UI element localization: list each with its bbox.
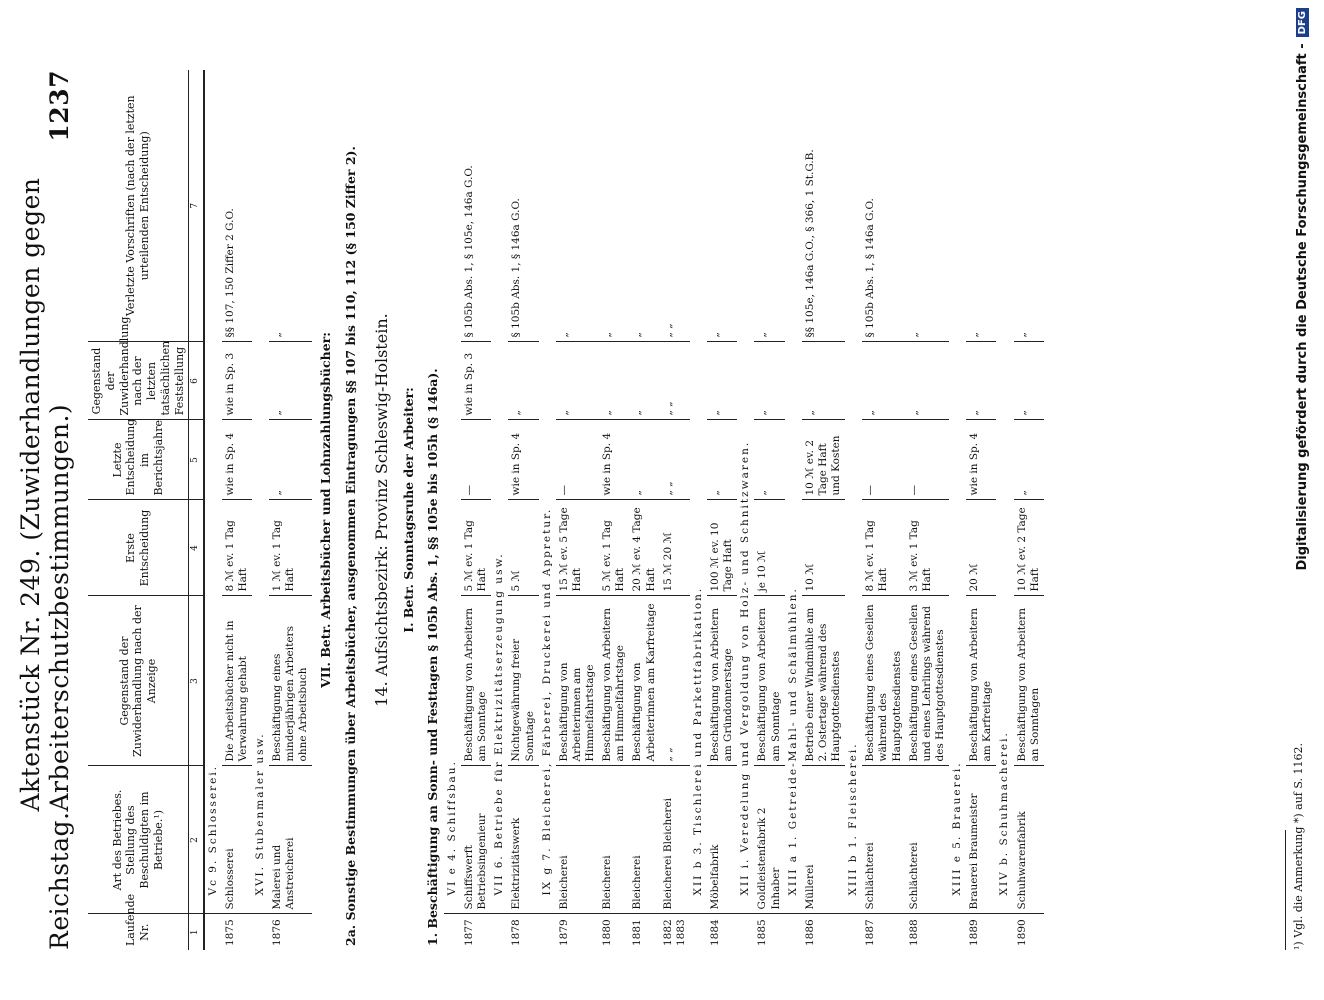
group-row	[252, 70, 269, 950]
cell-letzte: „	[707, 420, 737, 500]
cell-gegenstand-final: „	[508, 342, 538, 420]
table-row	[1014, 70, 1044, 950]
cell-letzte: 10 ℳ ev. 2 Tage Haft und Kosten	[802, 420, 845, 500]
dfg-logo: DFG	[1296, 8, 1309, 37]
cell-nr: 1877	[463, 919, 475, 946]
group-row	[204, 70, 222, 950]
col-header: Art des Betriebes. Stellung des Beschuldigten im Betriebe.¹)	[88, 766, 189, 914]
col-number: 6	[189, 342, 204, 420]
cell-letzte: wie in Sp. 4	[222, 420, 252, 500]
group-label: XIII e 5. Brauerei.	[951, 761, 963, 896]
section-subtitle: 1. Beschäftigung an Sonn- und Festtagen § 105b Abs. 1, §§ 105e bis 105h (§ 146a).	[425, 368, 441, 946]
group-row	[539, 70, 556, 950]
cell-nr: 1875	[223, 919, 236, 946]
cell-gegenstand: Die Arbeitsbücher nicht in Verwahrung gehabt	[222, 596, 252, 766]
cell-erste: 100 ℳ ev. 10 Tage Haft	[707, 500, 737, 596]
cell-art: Bleicherei	[599, 766, 629, 914]
cell-art: Elektrizitätswerk	[508, 766, 538, 914]
cell-gegenstand-final: wie in Sp. 3	[461, 342, 491, 420]
section-title: VII. Betr. Arbeitsbücher und Lohnzahlungsbücher:	[318, 332, 334, 688]
cell-erste: 1 ℳ ev. 1 Tag Haft	[269, 500, 312, 596]
cell-vorschriften: „	[906, 70, 949, 342]
document-page	[16, 70, 1324, 950]
cell-vorschriften: „ „	[660, 70, 690, 342]
cell-nr: 1884	[709, 919, 721, 946]
section-heading-row	[395, 70, 420, 950]
group-label: XIII a 1. Getreide-Mahl- und Schälmühlen.	[786, 587, 799, 896]
table-row	[707, 70, 737, 950]
table-row	[222, 70, 252, 950]
cell-letzte: wie in Sp. 4	[508, 420, 538, 500]
cell-letzte: wie in Sp. 4	[599, 420, 629, 500]
table-row	[508, 70, 538, 950]
cell-letzte: —	[461, 420, 491, 500]
cell-nr: 1882 1883	[661, 919, 687, 946]
cell-nr: 1880	[601, 919, 614, 946]
table-row	[461, 70, 491, 950]
col-header: Laufende Nr.	[88, 914, 189, 950]
cell-vorschriften: §§ 107, 150 Ziffer 2 G.O.	[222, 70, 252, 342]
cell-nr: 1879	[557, 919, 570, 946]
cell-erste: 8 ℳ ev. 1 Tag Haft	[222, 500, 252, 596]
cell-vorschriften: „	[1014, 70, 1044, 342]
cell-vorschriften: § 105b Abs. 1, § 105e, 146a G.O.	[461, 70, 491, 342]
cell-art: Schlächterei	[862, 766, 905, 914]
cell-vorschriften: „	[629, 70, 659, 342]
running-header	[16, 70, 74, 950]
cell-vorschriften: §§ 105e, 146a G.O., § 366, 1 St.G.B.	[802, 70, 845, 342]
column-numbers	[189, 70, 204, 950]
cell-gegenstand: Beschäftigung von Arbeitern an Sonntagen	[1014, 596, 1044, 766]
cell-gegenstand-final: „	[906, 342, 949, 420]
cell-erste: 20 ℳ ev. 4 Tage Haft	[629, 500, 659, 596]
col-number: 1	[189, 914, 204, 950]
group-label: IX g 7. Bleicherei, Färberei, Druckerei und Appretur.	[540, 507, 553, 896]
cell-erste: 5 ℳ	[508, 500, 538, 596]
table-row	[906, 70, 949, 950]
group-label: XII b 3. Tischlerei und Parkettfabrikation.	[691, 586, 704, 896]
cell-art: Bleicherei	[629, 766, 659, 914]
table-row	[629, 70, 659, 950]
table-row	[556, 70, 599, 950]
cell-art: Malerei und Anstreicherei	[269, 766, 312, 914]
col-number: 2	[189, 766, 204, 914]
group-row	[845, 70, 862, 950]
cell-gegenstand-final: „	[754, 342, 784, 420]
cell-letzte: „	[1014, 420, 1044, 500]
group-row	[996, 70, 1013, 950]
cell-art: Schuhwarenfabrik	[1014, 766, 1044, 914]
cell-vorschriften: „	[966, 70, 996, 342]
cell-letzte: „	[754, 420, 784, 500]
col-number: 3	[189, 596, 204, 766]
table-row	[862, 70, 905, 950]
cell-gegenstand-final: „ „	[660, 342, 690, 420]
group-label: XIII b 1. Fleischerei.	[847, 742, 860, 896]
cell-gegenstand: Beschäftigung eines minderjährigen Arbeiters ohne Arbeitsbuch	[269, 596, 312, 766]
digitization-credit	[1290, 8, 1314, 992]
table-row	[966, 70, 996, 950]
group-row	[491, 70, 508, 950]
cell-nr: 1881	[631, 919, 644, 946]
section-title: I. Betr. Sonntagsruhe der Arbeiter:	[400, 387, 416, 633]
cell-gegenstand: Beschäftigung von Arbeitern am Sonntage	[461, 596, 491, 766]
cell-gegenstand: Beschäftigung von Arbeitern am Himmelfahrtstage	[599, 596, 629, 766]
cell-gegenstand-final: „	[269, 342, 312, 420]
cell-gegenstand-final: „	[966, 342, 996, 420]
header-title: Aktenstück Nr. 249. (Zuwiderhandlungen gegen Arbeiterschutzbestimmungen.)	[16, 177, 74, 812]
cell-gegenstand: Betrieb einer Windmühle am 2. Ostertage während des Hauptgottesdienstes	[802, 596, 845, 766]
credit-text: Digitalisierung gefördert durch die Deutsche Forschungsgemeinschaft -	[1294, 43, 1310, 571]
cell-erste: 15 ℳ ev. 5 Tage Haft	[556, 500, 599, 596]
col-number: 7	[189, 70, 204, 342]
group-row	[690, 70, 707, 950]
cell-gegenstand-final: „	[862, 342, 905, 420]
cell-erste: 10 ℳ ev. 2 Tage Haft	[1014, 500, 1044, 596]
col-header: Verletzte Vorschriften (nach der letzten urteilenden Entscheidung)	[88, 70, 189, 342]
cell-art: Bleicherei	[556, 766, 599, 914]
section-subheading-row	[419, 70, 444, 950]
cell-gegenstand-final: „	[556, 342, 599, 420]
cell-erste: je 10 ℳ	[754, 500, 784, 596]
cell-art: Möbelfabrik	[707, 766, 737, 914]
cell-gegenstand-final: „	[1014, 342, 1044, 420]
cell-gegenstand-final: „	[599, 342, 629, 420]
cell-erste: 3 ℳ ev. 1 Tag Haft	[906, 500, 949, 596]
cell-gegenstand-final: wie in Sp. 3	[222, 342, 252, 420]
table-row	[754, 70, 784, 950]
cell-letzte: —	[906, 420, 949, 500]
cell-letzte: „ „	[660, 420, 690, 500]
cell-gegenstand: Nichtgewährung freier Sonntage	[508, 596, 538, 766]
cell-nr: 1888	[907, 919, 920, 946]
group-row	[444, 70, 461, 950]
col-header: Gegenstand der Zuwiderhandlung nach der Anzeige	[88, 596, 189, 766]
cell-erste: 5 ℳ ev. 1 Tag Haft	[599, 500, 629, 596]
group-label: VI e 4. Schiffsbau.	[445, 760, 458, 896]
group-label: Vc 9. Schlosserei.	[206, 764, 219, 896]
section-subtitle: 2a. Sonstige Bestimmungen über Arbeitsbücher, ausgenommen Eintragungen §§ 107 bis 110, 112 (§ 150 Ziffer 2).	[343, 146, 358, 946]
cell-nr: 1887	[864, 919, 877, 946]
district-heading-row	[362, 70, 395, 950]
cell-letzte: „	[629, 420, 659, 500]
cell-letzte: „	[269, 420, 312, 500]
cell-letzte: wie in Sp. 4	[966, 420, 996, 500]
group-row	[737, 70, 754, 950]
cell-art: Schlosserei	[222, 766, 252, 914]
cell-nr: 1876	[271, 919, 283, 946]
table-row	[599, 70, 629, 950]
group-row	[785, 70, 802, 950]
cell-gegenstand: Beschäftigung von Arbeitern am Sonntage	[754, 596, 784, 766]
cell-art: Müllerei	[802, 766, 845, 914]
cell-nr: 1886	[803, 919, 816, 946]
group-label: XVI. Stubenmaler usw.	[253, 732, 266, 896]
table-row	[660, 70, 690, 950]
cell-gegenstand: Beschäftigung von Arbeiterinnen am Himmelfahrtstage	[556, 596, 599, 766]
col-number: 4	[189, 500, 204, 596]
section-subheading-row	[337, 70, 362, 950]
cell-gegenstand: Beschäftigung von Arbeiterinnen am Karfreitage	[629, 596, 659, 766]
cell-art: Goldleistenfabrik 2 Inhaber	[754, 766, 784, 914]
col-header: Erste Entscheidung	[88, 500, 189, 596]
cell-gegenstand: Beschäftigung eines Gesellen und eines Lehrlings während des Hauptgottesdienstes	[906, 596, 949, 766]
cell-vorschriften: „	[754, 70, 784, 342]
section-heading-row	[312, 70, 337, 950]
cell-vorschriften: „	[556, 70, 599, 342]
cell-gegenstand-final: „	[629, 342, 659, 420]
footnote-rule	[1285, 830, 1286, 950]
column-headers	[88, 70, 189, 950]
cell-vorschriften: „	[599, 70, 629, 342]
cell-art: Schlächterei	[906, 766, 949, 914]
cell-vorschriften: „	[269, 70, 312, 342]
cell-vorschriften: § 105b Abs. 1, § 146a G.O.	[508, 70, 538, 342]
table-row	[802, 70, 845, 950]
group-label: VII 6. Betriebe für Elektrizitätserzeugung usw.	[493, 552, 506, 896]
footnote: ¹) Vgl. die Anmerkung *) auf S. 1162.	[1292, 743, 1305, 950]
cell-art: Schiffswerft Betriebsingenieur	[461, 766, 491, 914]
cell-gegenstand: Beschäftigung von Arbeitern am Gründonnerstage	[707, 596, 737, 766]
cell-nr: 1878	[510, 919, 523, 946]
cell-gegenstand: Beschäftigung von Arbeitern am Karfreitage	[966, 596, 996, 766]
col-header: Gegenstand der Zuwiderhandlung nach der letzten tatsächlichen Feststellung	[88, 342, 189, 420]
cell-letzte: —	[862, 420, 905, 500]
group-label: XII i. Veredelung und Vergoldung von Holz- und Schnitzwaren.	[739, 440, 752, 896]
cell-nr: 1890	[1015, 919, 1028, 946]
cell-vorschriften: „	[707, 70, 737, 342]
cell-erste: 5 ℳ ev. 1 Tag Haft	[461, 500, 491, 596]
page-number: 1237	[45, 70, 74, 142]
cell-letzte: —	[556, 420, 599, 500]
col-number: 5	[189, 420, 204, 500]
cell-gegenstand-final: „	[707, 342, 737, 420]
cell-erste: 20 ℳ	[966, 500, 996, 596]
district-title: 14. Aufsichtsbezirk: Provinz Schleswig-Holstein.	[371, 313, 391, 707]
cell-art: Brauerei Braumeister	[966, 766, 996, 914]
col-header: Letzte Entscheidung im Berichtsjahre	[88, 420, 189, 500]
cell-erste: 15 ℳ 20 ℳ	[660, 500, 690, 596]
cell-art: Bleicherei Bleicherei	[660, 766, 690, 914]
cell-nr: 1889	[968, 919, 981, 946]
cell-nr: 1885	[756, 919, 769, 946]
header-left: Reichstag.	[45, 811, 74, 950]
cell-erste: 10 ℳ	[802, 500, 845, 596]
group-row	[949, 70, 966, 950]
table-row	[269, 70, 312, 950]
group-label: XIV b. Schuhmacherei.	[998, 731, 1011, 896]
cell-gegenstand-final: „	[802, 342, 845, 420]
cell-gegenstand: „ „	[660, 596, 690, 766]
cell-gegenstand: Beschäftigung eines Gesellen während des Hauptgottesdienstes	[862, 596, 905, 766]
cell-vorschriften: § 105b Abs. 1, § 146a G.O.	[862, 70, 905, 342]
cell-erste: 8 ℳ ev. 1 Tag Haft	[862, 500, 905, 596]
violations-table	[88, 70, 1044, 950]
